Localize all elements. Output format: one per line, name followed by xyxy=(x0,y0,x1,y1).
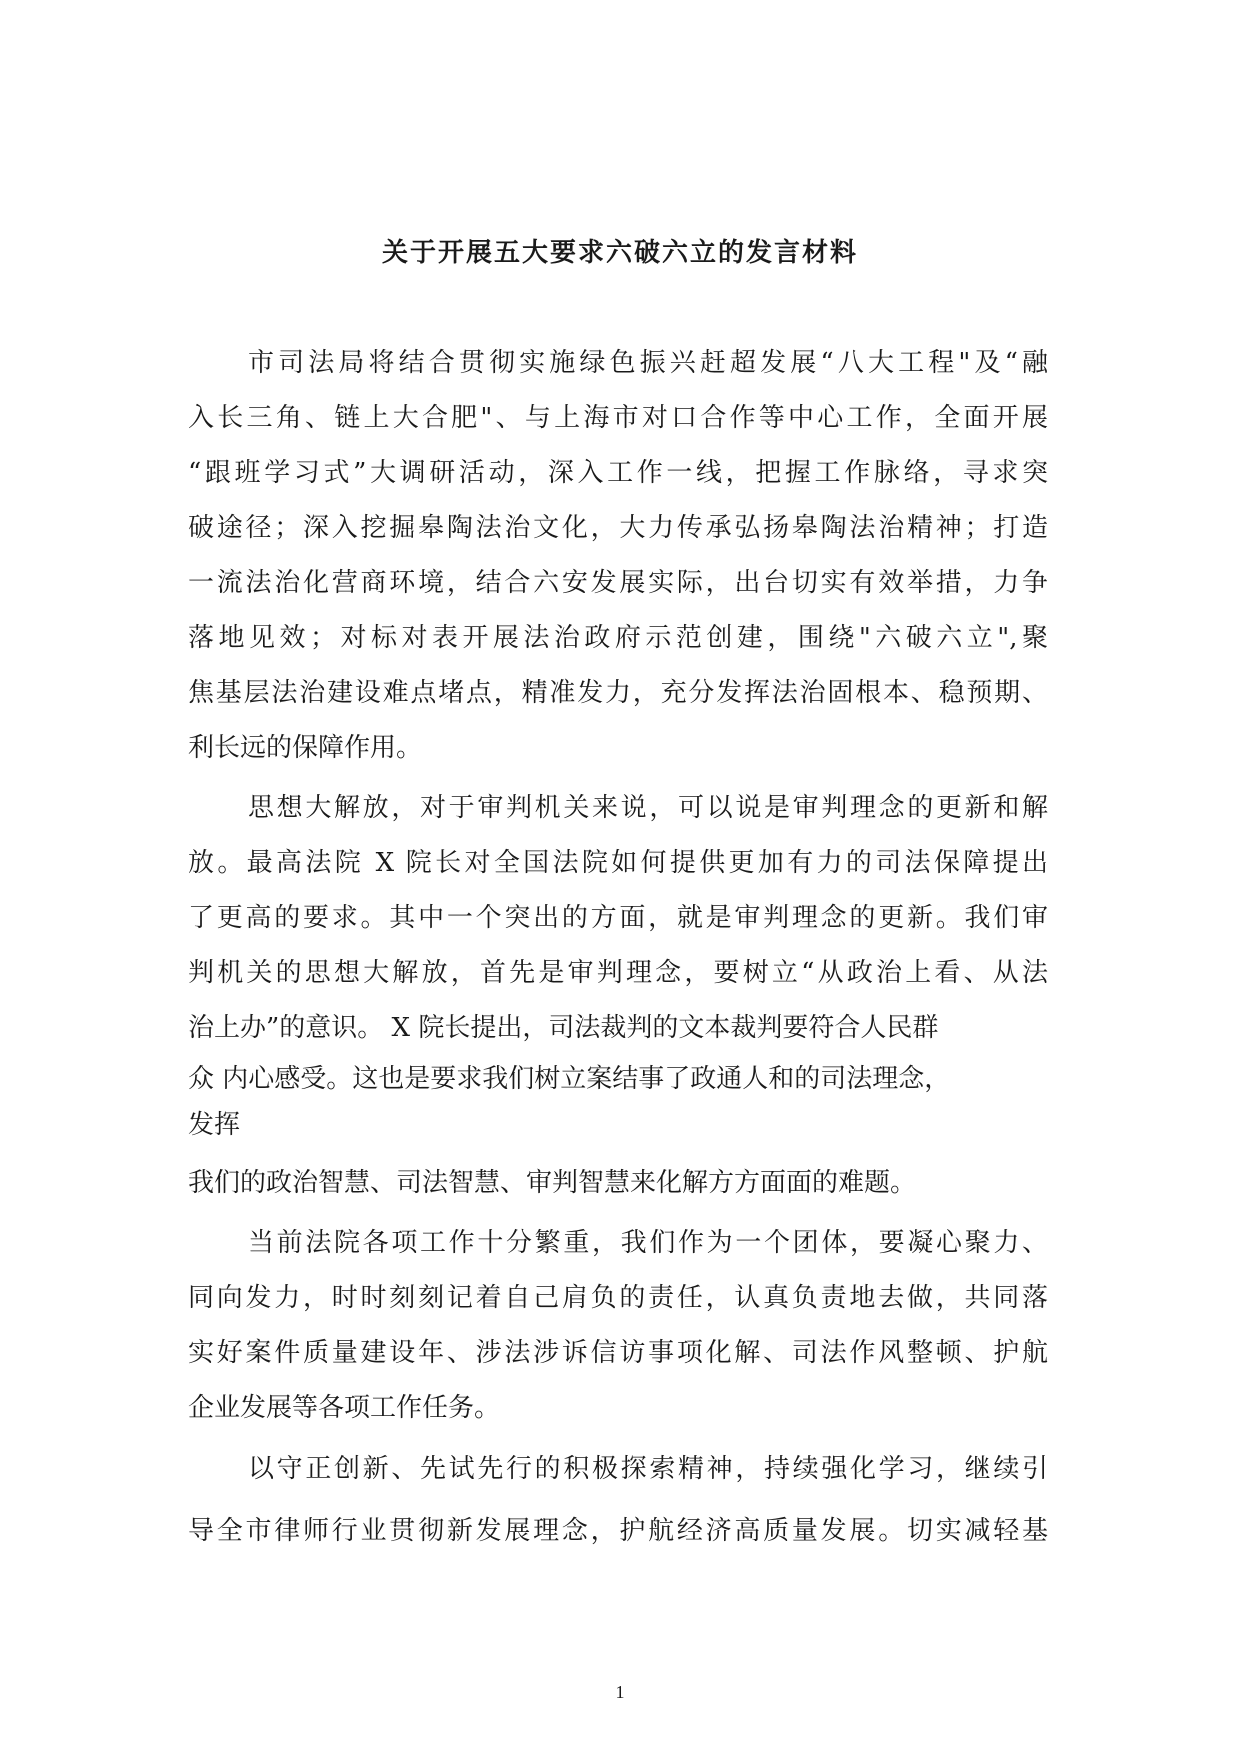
text-line: 众 内心感受。这也是要求我们树立案结事了政通人和的司法理念， xyxy=(188,1064,951,1094)
text-line: 治上办”的意识。 X 院长提出，司法裁判的文本裁判要符合人民群 xyxy=(188,1013,939,1043)
text-line: 思想大解放，对于审判机关来说，可以说是审判理念的更新和解 xyxy=(248,793,1048,823)
text-line: “跟班学习式”大调研活动，深入工作一线，把握工作脉络，寻求突 xyxy=(188,458,1048,488)
text-line: 破途径；深入挖掘皋陶法治文化，大力传承弘扬皋陶法治精神；打造 xyxy=(188,513,1048,543)
text-line: 一流法治化营商环境，结合六安发展实际，出台切实有效举措，力争 xyxy=(188,568,1048,598)
text-line: 利长远的保障作用。 xyxy=(188,733,423,763)
text-line: 入长三角、链上大合肥"、与上海市对口合作等中心工作，全面开展 xyxy=(188,403,1048,433)
text-line: 焦基层法治建设难点堵点，精准发力，充分发挥法治固根本、稳预期、 xyxy=(188,678,1048,708)
text-line: 同向发力，时时刻刻记着自己肩负的责任，认真负责地去做，共同落 xyxy=(188,1283,1048,1313)
text-line: 导全市律师行业贯彻新发展理念，护航经济高质量发展。切实减轻基 xyxy=(188,1516,1048,1546)
text-line: 我们的政治智慧、司法智慧、审判智慧来化解方方面面的难题。 xyxy=(188,1168,917,1198)
page-number: 1 xyxy=(615,1682,625,1702)
document-title: 关于开展五大要求六破六立的发言材料 xyxy=(381,238,858,268)
text-line: 实好案件质量建设年、涉法涉诉信访事项化解、司法作风整顿、护航 xyxy=(188,1338,1048,1368)
text-line: 市司法局将结合贯彻实施绿色振兴赶超发展“八大工程"及“融 xyxy=(248,348,1048,378)
text-line: 发挥 xyxy=(188,1110,241,1140)
text-line: 企业发展等各项工作任务。 xyxy=(188,1393,501,1423)
text-line: 放。最高法院 X 院长对全国法院如何提供更加有力的司法保障提出 xyxy=(188,848,1048,878)
text-line: 判机关的思想大解放，首先是审判理念，要树立“从政治上看、从法 xyxy=(188,958,1048,988)
text-line: 了更高的要求。其中一个突出的方面，就是审判理念的更新。我们审 xyxy=(188,903,1048,933)
text-line: 落地见效；对标对表开展法治政府示范创建，围绕"六破六立",聚 xyxy=(188,623,1048,653)
text-line: 以守正创新、先试先行的积极探索精神，持续强化学习，继续引 xyxy=(248,1454,1048,1484)
text-line: 当前法院各项工作十分繁重，我们作为一个团体，要凝心聚力、 xyxy=(248,1228,1048,1258)
